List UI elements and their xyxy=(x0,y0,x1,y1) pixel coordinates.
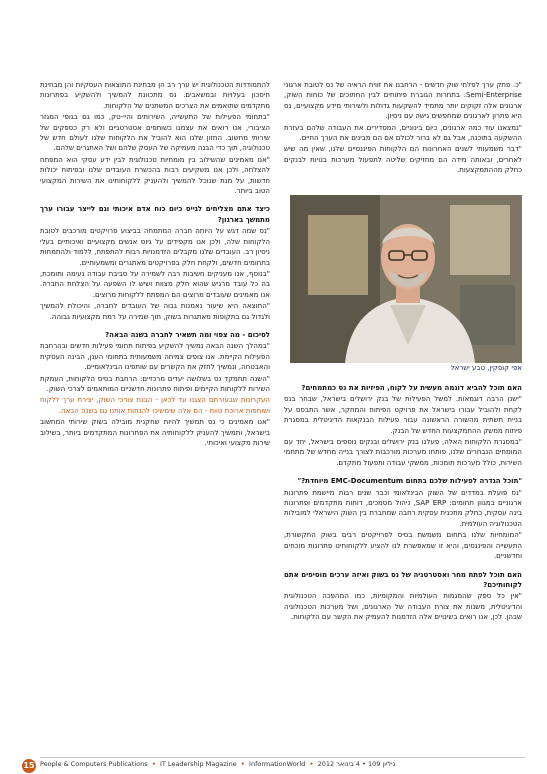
portrait-photo xyxy=(290,195,522,363)
paragraph: "השנה תתמקד נס בשלושה יעדים מרכזיים: הרחבת בסיס הלקוחות, העמקת השירות ללקוחות הקיימים ופיתוח פתרונות חדשניים המותאמים לצרכי השוק. xyxy=(40,374,270,393)
footer-publisher: People & Computers Publications xyxy=(40,760,148,768)
paragraph: "נס פועלת במדדים של השוק הבינלאומי וכבר שנים רבות מיישמת פתרונות ארגוניים במגוון תחומים: SAP ERP, ניהול מסמכים, דוחות מתקדמים ופתרונות בינה עסקית, כחלק מתכנית עסקית רחבה שמחברת בין השוק הישראלי למובילות הטכנולוגיה העולמית. xyxy=(284,488,522,528)
paragraph: "אין כל ספק שהמגמות העולמיות והמקומיות, כמו המהפכה הטכנולוגית והדיגיטלית, משנות את צורת העבודה של הארגונים, ושל מערכות הטכנולוגיה שבהן. לכן, אנו רואים בשינויים אלה הזדמנות להעמיק את הקשר עם הלקוחות. xyxy=(284,592,522,622)
paragraph: "נמצאנו עוד כמה ארגונים, כיום בינוניים, המסדירים את העבודה שלהם בעזרת ההשקעה בתוכנה, אבל גם לא ברור לכולם אם הם מבינים את הערך החיים. xyxy=(284,123,522,143)
footer-separator: • xyxy=(151,760,156,768)
paragraph: "במסגרת הלקוחות האלה, פעלנו בנק ירושלים ובנקים נוספים בישראל, יחד עם המומחים הנבחרים שלנו, פותחו מערכות מורכבות לצורך בנייה מחדש של מתחמי השירות, כולל מערכות תומכות, ממשקי עבודה ותפעול מתקדם. xyxy=(284,438,522,467)
footer-divider xyxy=(40,757,525,758)
paragraph: "בנוסף, אנו מעניקים חשיבות רבה לשמירה על סביבת עבודה נעימה ותומכת, בה כל עובד מרגיש שהוא חלק מצוות ושיש לו השפעה על הצלחת החברה. אנו מאמינים שעובדים מרוצים הם המפתח ללקוחות מרוצים. xyxy=(40,269,270,299)
article-column-left xyxy=(40,80,270,740)
paragraph: "התוצאה היא שיעור נאמנות גבוה של העובדים לחברה, והיכולת להמשיך ולגדול גם בתקופות מאתגרות בשוק, תוך שמירה על רמת מקצועיות גבוהה. xyxy=(40,302,270,321)
paragraph: "דבר משמעותי לשנים האחרונות הם הלקוחות הפיננסיים שלנו, שאין מה שיש לאחרים, ובאותה מידה הם מחזיקים שליטה לתפעול מערכות בנויות לבנקים כחלק מההתמקצעות. xyxy=(284,145,522,175)
interview-question: "תוכל הגדרה לפעילות שלכם בתחום EMC-Documentum מיוחדת?" xyxy=(297,477,522,486)
paragraph: "כ. פתק ערך לפלחי שוק חדשים - הרחבנו את זווית הראיה של נס לטובת ארגוני Semi-Enterprise. בתחרות הגוברת פיתוחים לבין החתוכים של כוחות השוק, ארגונים אלה זקוקים יותר מתמיד להשקעות גדולות ולשירותי מידע מקצועיים, נס היא פתרון לארגונים שמחפשים גישה עם ניסיון. xyxy=(284,81,522,121)
paragraph: "בתחומי הפעילות של התעשייה, השירותים והיי-טק, כמו גם בגופי המגזר הציבורי, אנו רואים את עצמנו כשותפים אסטרטגיים ולא רק כספקים של שירותי מחשוב. החזון שלנו הוא להוביל את הלקוחות שלנו לעולם חדש של טכנולוגיה, תוך כדי הבנה מעמיקה של העסק שלהם ושל האתגרים שלהם. xyxy=(40,113,270,153)
paragraph: "אנו מאמינים שהשילוב בין מומחיות טכנולוגית לבין ידע עסקי הוא המפתח להצלחה, ולכן אנו משקיעים רבות בהכשרת העובדים שלנו ובפיתוח יכולות חדשות, על מנת שנוכל להמשיך ולהעניק ללקוחותינו את השירות המקצועי הטוב ביותר. xyxy=(40,155,270,196)
highlighted-paragraph: העקרונות שבעזרתם הצגנו עד לכאן - הבנת צורכי השוק, יצירת ערך ללקוח ושותפות ארוכת טווח - הם אלה שימשיכו להנחות אותנו גם בשנה הבאה. xyxy=(40,396,270,415)
paragraph: "ישנן הרבה דוגמאות. למשל הפעילות של בנק ירושלים בישראל, שבחר בנס לקחת ולהוביל עבורו בישראל את פרויקט הפיתוח והמחקר, אשר התבסס על בניית תשתית מהשורה הראשונה עבור פעילות הבנקאות הדיגיטלית במסגרת פיתוח ממשק ההתמקצעות החדש של הבנק. xyxy=(284,395,522,435)
footer-separator: • xyxy=(309,760,314,768)
article-column-right-bottom xyxy=(284,380,522,740)
paragraph: "אנו מאמינים כי נס תמשיך להיות שחקנית מובילה בשוק שירותי המחשוב בישראל, ותמשיך להעניק ללקוחותיה את הפתרונות המתקדמים ביותר, בשילוב שירות מקצועי ואיכותי. xyxy=(40,418,270,447)
page-number: 15 xyxy=(22,759,36,773)
interview-question: האם תוכל להביא דוגמה מעשית על לקוח, הפיזיות את נס כמתמחים? xyxy=(301,384,522,392)
article-column-right-top xyxy=(284,80,522,190)
page-footer xyxy=(0,751,547,774)
paragraph: "נס שמה דגש על היותה חברה המתמחה בביצוע פרויקטים מורכבים לטובת הלקוחות שלה, ולכן אנו מקפידים על גיוס אנשים מקצועיים ואיכותיים בעלי ניסיון רב. העובדים שלנו מקבלים הזדמנויות רבות להתפתח, ללמוד ולהתמחות בתחומים חדשים, ולקחת חלק בפרויקטים מאתגרים ומשמעותיים. xyxy=(40,227,270,267)
footer-credits xyxy=(40,760,395,768)
paragraph: "במהלך השנה הבאה נמשיך להשקיע בפיתוח תחומי פעילות חדשים ובהרחבת הפעילות הקיימת. אנו צופים צמיחה משמעותית בתחומי הענן, הבינה העסקית והאבטחה, ונמשיך לחזק את הקשרים עם שותפינו הבינלאומיים. xyxy=(40,342,270,372)
footer-separator: • xyxy=(240,760,245,768)
interview-question: האם תוכל לפתח מחר ואסטרטגיה של נס בשוק ואיזה ערכים מוסיפים אתם לקוחותיכם? xyxy=(284,570,522,589)
paragraph: "המומחיות שלנו בתחום משמשת בסיס לפרויקטים רבים בשוק התקשורת, התעשייה והפיננסים, והיא זו שמאפשרת לנו להציע ללקוחותינו פתרונות מוכחים וחדשניים. xyxy=(284,531,522,561)
paragraph: להתמודדות הטכנולוגית יש ערך רב הן מבחינת התוצאות העסקיות והן מבחינת חיסכון בעלויות ובמשאבים. נס מתכוונת להמשיך ולהשקיע בפתרונות מתקדמים שתואמים את הצרכים המשתנים של הלקוחות. xyxy=(40,81,270,110)
interview-question: כיצד אתם מצליחים לגייס כיום כוח אדם איכותי וגם לייצר עבורו ערך מתמשך בארגון? xyxy=(40,205,270,224)
photo-caption: אפי קופקין, טבע ישראל xyxy=(450,364,522,372)
footer-issue: גיליון 109 • 4 בינואר 2012 xyxy=(317,760,396,768)
interview-question: לסיכום - מה צפוי ומה תשאיר לחברה בשנה הבאה? xyxy=(105,330,270,339)
footer-magazine: IT Leadership Magazine xyxy=(159,760,237,768)
footer-site: InformationWorld xyxy=(249,760,306,768)
